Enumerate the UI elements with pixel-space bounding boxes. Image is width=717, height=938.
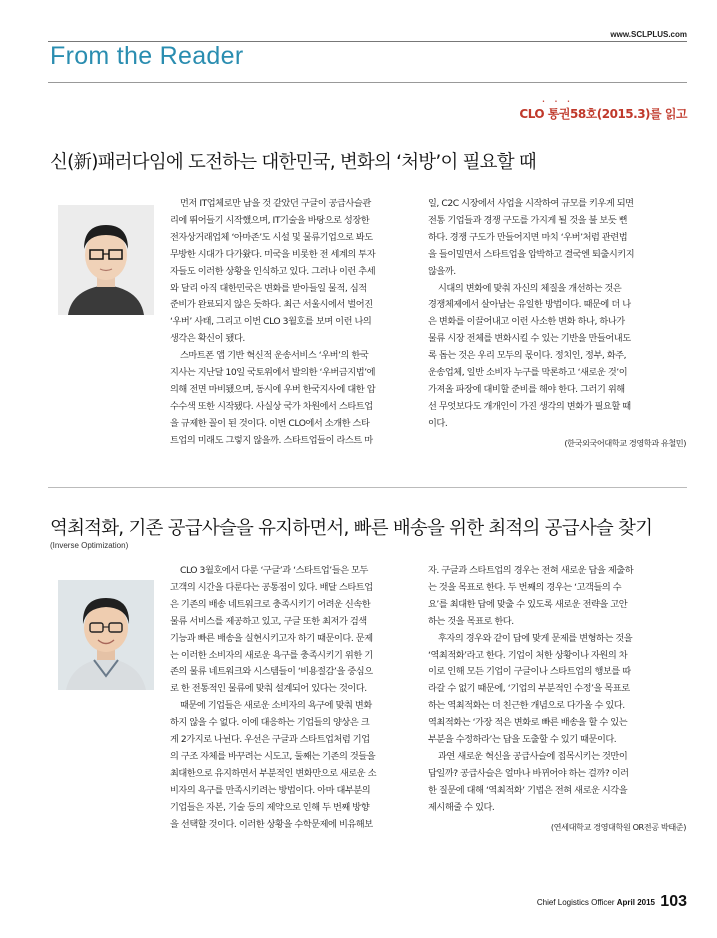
article1-right-line: 가져올 파장에 대비할 준비를 해야 한다. 그러기 위해 — [428, 383, 625, 395]
article1-right-line: 운송업체, 일반 소비자 누구를 막론하고 ‘새로운 것’이 — [428, 367, 628, 379]
page-number: 103 — [660, 893, 687, 910]
magazine-name: Chief Logistics Officer — [536, 898, 615, 907]
article2-right-line: 라갈 수 없기 때문에, ‘기업의 부분적인 수정’을 목표로 — [428, 683, 630, 695]
article2-right-line: 부분을 수정하라’는 답을 도출할 수 있기 때문이다. — [428, 734, 617, 746]
article2-left-line: 로 한 전통적인 물류에 맞춰 설계되어 있다는 것이다. — [170, 683, 367, 695]
article1-right-line: 일, C2C 시장에서 사업을 시작하여 규모를 키우게 되면 — [428, 198, 634, 209]
article1-left-column — [170, 196, 418, 450]
article1-left-line: 먼저 IT업체로만 남을 것 같았던 구글이 공급사슬관 — [180, 198, 371, 209]
article2-left-line: 비자의 욕구를 만족시키려는 방법이다. 아마 대부분의 — [170, 784, 371, 796]
article2-headline: 역최적화, 기존 공급사슬을 유지하면서, 빠른 배송을 위한 최적의 공급사슬 찾기 — [50, 518, 653, 539]
article2-right-line: 제시해줄 수 있다. — [428, 801, 495, 813]
article1-right-line: 선 무엇보다도 개개인이 가진 생각의 변화가 필요할 때 — [428, 400, 631, 412]
article2-right-line: 요’를 최대한 답에 맞출 수 있도록 새로운 전략을 고안 — [428, 598, 628, 610]
article1-right-line: 이다. — [428, 417, 448, 429]
section-title: From the Reader — [50, 42, 244, 70]
article1-left-line: 와 달리 아직 대한민국은 변화를 받아들일 물적, 심적 — [170, 282, 367, 294]
article2-left-line: 때문에 기업들은 새로운 소비자의 욕구에 맞춰 변화 — [180, 700, 372, 712]
article2-left-column — [170, 563, 418, 834]
article2-right-line: ‘역최적화’라고 한다. 기업이 처한 상황이나 자원의 차 — [428, 649, 628, 661]
article2-left-line: 기업들은 자본, 기술 등의 제약으로 인해 두 번째 방향 — [170, 801, 370, 813]
article2-left-line: 기능과 빠른 배송을 실현시키고자 하기 때문이다. 문제 — [170, 632, 373, 644]
article2-left-line: 을 선택할 것이다. 이러한 상황을 수학문제에 비유해보 — [170, 818, 373, 830]
article2-signature: (연세대학교 경영대학원 OR전공 박태준) — [550, 821, 686, 832]
article2-right-line: 하는 것을 목표로 한다. — [428, 615, 514, 627]
article2-left-line: 은 기존의 배송 네트워크로 충족시키기 어려운 신속한 — [170, 598, 371, 610]
article1-right-line: 은 변화를 이끌어내고 이런 사소한 변화 하나, 하나가 — [428, 316, 625, 328]
article1-right-line: 하다. 경쟁 구도가 만들어지면 마치 ‘우버’처럼 관련법 — [428, 231, 628, 243]
article1-left-line: 생각은 확신이 됐다. — [170, 333, 245, 345]
article1-left-line: 수수색 또한 시작됐다. 사실상 국가 차원에서 스타트업 — [170, 400, 373, 412]
article1-left-line: 지사는 지난달 10일 국토위에서 발의한 ‘우버금지법’에 — [170, 367, 376, 379]
article1-left-line: 을 규제한 꼴이 된 것이다. 이번 CLO에서 소개한 스타 — [170, 417, 370, 429]
article2-left-line: 존의 물류 네트워크와 시스템들이 ‘비용절감’을 중심으 — [170, 666, 373, 678]
article2-right-line: 한 질문에 대해 ‘역최적화’ 기법은 전혀 새로운 시각을 — [428, 784, 628, 796]
article-separator — [48, 487, 687, 488]
article1-left-line: 무방한 시대가 다가왔다. 미국을 비롯한 전 세계의 투자 — [170, 248, 376, 260]
article2-left-line: 하지 않을 수 없다. 이에 대응하는 기업들의 양상은 크 — [170, 717, 370, 729]
article2-right-line: 는 것을 목표로 한다. 두 번째의 경우는 ‘고객들의 수 — [428, 581, 622, 593]
footer-magazine — [537, 898, 655, 907]
article2-subtitle: (Inverse Optimization) — [50, 541, 129, 550]
article1-right-line: 시대의 변화에 맞춰 자신의 체질을 개선하는 것은 — [438, 282, 622, 294]
article2-right-line: 하는 역최적화는 더 친근한 개념으로 다가올 수 있다. — [428, 700, 625, 712]
article1-right-line: 록 돕는 것은 우리 모두의 몫이다. 정치인, 정부, 화주, — [428, 350, 627, 362]
article2-left-line: 게 2가지로 나뉜다. 우선은 구글과 스타트업처럼 기업 — [170, 734, 370, 746]
article2-right-column — [428, 563, 686, 836]
article1-left-line: 전자상거래업체 ‘아마존’도 시설 및 물류기업으로 봐도 — [170, 231, 373, 243]
article1-right-line: 않을까. — [428, 265, 456, 277]
article1-left-line: 스마트폰 앱 기반 혁신적 운송서비스 ‘우버’의 한국 — [180, 350, 369, 362]
article1-right-line: 을 들이밀면서 스타트업을 압박하고 결국엔 퇴출시키지 — [428, 248, 635, 260]
article2-left-line: 물류 서비스를 제공하고 있고, 구글 또한 최저가 검색 — [170, 615, 367, 627]
issue-tag: CLO 통권58호(2015.3)를 읽고 — [519, 107, 687, 121]
article2-left-line: 의 구조 자체를 바꾸려는 시도고, 둘째는 기존의 것들을 — [170, 750, 376, 762]
article1-right-line: 경쟁체제에서 살아남는 유일한 방법이다. 때문에 더 나 — [428, 299, 631, 311]
article1-signature: (한국외국어대학교 경영학과 유철민) — [564, 437, 686, 448]
article1-headline: 신(新)패러다임에 도전하는 대한민국, 변화의 ‘처방’이 필요할 때 — [50, 152, 536, 173]
article2-right-line: 이로 인해 모든 기업이 구글이나 스타트업의 행보를 따 — [428, 666, 631, 678]
article2-left-line: 고객의 시간을 다룬다는 공통점이 있다. 배달 스타트업 — [170, 581, 373, 593]
article2-left-line: CLO 3월호에서 다룬 ‘구글’과 ‘스타트업’들은 모두 — [180, 565, 368, 576]
article1-right-line: 물류 시장 전체를 변화시킬 수 있는 기반을 만들어내도 — [428, 333, 631, 345]
author2-photo — [58, 580, 154, 690]
article1-left-line: 준비가 완료되지 않은 듯하다. 최근 서울시에서 벌어진 — [170, 299, 373, 311]
website-url: www.SCLPLUS.com — [610, 30, 687, 39]
article1-left-line: 트업의 미래도 그렇지 않을까. 스타트업들이 라스트 마 — [170, 434, 373, 446]
article2-right-line: 자. 구글과 스타트업의 경우는 전혀 새로운 답을 제출하 — [428, 565, 634, 576]
article2-right-line: 역최적화는 ‘가장 적은 변화로 빠른 배송을 할 수 있는 — [428, 717, 628, 729]
article2-left-line: 는 이러한 소비자의 새로운 욕구를 충족시키기 위한 기 — [170, 649, 373, 661]
article1-left-line: 의해 전면 마비됐으며, 동시에 우버 한국지사에 대한 압 — [170, 383, 376, 395]
author1-photo — [58, 205, 154, 315]
article2-right-line: 과연 새로운 혁신을 공급사슬에 접목시키는 것만이 — [438, 750, 628, 762]
title-rule — [48, 82, 687, 83]
article1-left-line: 리에 뛰어들기 시작했으며, IT기술을 바탕으로 성장한 — [170, 214, 370, 226]
article1-right-column — [428, 196, 686, 452]
issue-date: April 2015 — [616, 898, 655, 907]
article2-right-line: 답일까? 공급사슬은 얼마나 바뀌어야 하는 걸까? 이러 — [428, 767, 629, 779]
article1-right-line: 전통 기업들과 경쟁 구도를 가지게 될 것을 불 보듯 뻔 — [428, 214, 628, 226]
article1-left-line: ‘우버’ 사태, 그리고 이번 CLO 3월호를 보며 이런 나의 — [170, 316, 372, 328]
tag-dots: • • • — [541, 99, 574, 105]
article2-left-line: 최대한으로 유지하면서 부분적인 변화만으로 새로운 소 — [170, 767, 377, 779]
article1-left-line: 자들도 이러한 상황을 인식하고 있다. 그러나 이런 추세 — [170, 265, 376, 277]
article2-right-line: 후자의 경우와 같이 답에 맞게 문제를 변형하는 것을 — [438, 632, 633, 644]
